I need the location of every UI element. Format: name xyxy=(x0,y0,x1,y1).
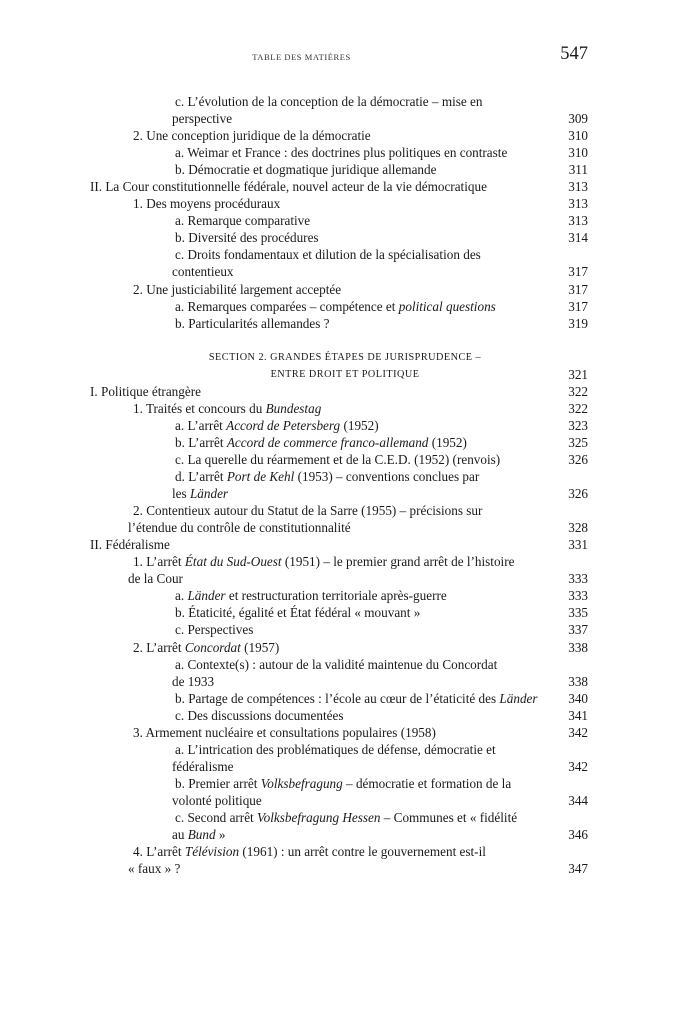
toc-entry-continuation: volonté politique xyxy=(172,792,262,808)
toc-entry[interactable] xyxy=(0,281,683,298)
toc-entry-title: c. Perspectives xyxy=(175,622,254,638)
toc-entry-continuation: contentieux xyxy=(172,264,234,280)
toc-entry-page-number: 317 xyxy=(568,298,588,314)
toc-entry[interactable] xyxy=(0,809,683,826)
toc-entry[interactable] xyxy=(0,298,683,315)
table-of-contents xyxy=(0,93,683,877)
toc-entry[interactable] xyxy=(0,553,683,570)
toc-entry-title: a. Remarque comparative xyxy=(175,213,311,229)
section-heading-text: SECTION 2. GRANDES ÉTAPES DE JURISPRUDENCE – xyxy=(208,351,482,363)
toc-entry-continuation: de la Cour xyxy=(128,571,183,587)
toc-entry-page-number: 322 xyxy=(568,383,588,399)
toc-entry-title: 2. L’arrêt Concordat (1957) xyxy=(133,639,280,655)
toc-entry-page-number: 326 xyxy=(568,486,588,502)
toc-entry-page-number: 317 xyxy=(568,281,588,297)
toc-entry-page-number: 311 xyxy=(568,162,588,178)
toc-entry-continuation: « faux » ? xyxy=(128,861,181,877)
toc-entry[interactable] xyxy=(0,127,683,144)
toc-entry-page-number: 317 xyxy=(568,264,588,280)
toc-entry[interactable] xyxy=(0,536,683,553)
toc-entry[interactable] xyxy=(0,229,683,246)
toc-entry-title: c. Second arrêt Volksbefragung Hessen – Communes et « fidélité xyxy=(175,809,518,825)
toc-entry[interactable] xyxy=(0,621,683,638)
toc-entry[interactable] xyxy=(0,468,683,485)
toc-entry-page-number: 313 xyxy=(568,179,588,195)
toc-entry-page-number: 322 xyxy=(568,400,588,416)
toc-entry[interactable] xyxy=(0,775,683,792)
toc-entry[interactable] xyxy=(0,161,683,178)
toc-entry-continuation: au Bund » xyxy=(172,827,226,843)
toc-entry-continuation: perspective xyxy=(172,111,233,127)
toc-entry[interactable] xyxy=(0,178,683,195)
section-heading-text: ENTRE DROIT ET POLITIQUE xyxy=(270,368,420,380)
toc-entry-title: 4. L’arrêt Télévision (1961) : un arrêt contre le gouvernement est-il xyxy=(133,844,486,860)
toc-entry[interactable] xyxy=(0,451,683,468)
toc-entry-page-number: 331 xyxy=(568,537,588,553)
running-head-title: TABLE DES MATIÈRES xyxy=(252,52,351,62)
toc-entry-page-number: 310 xyxy=(568,145,588,161)
toc-entry-page-number: 325 xyxy=(568,434,588,450)
toc-entry[interactable] xyxy=(0,690,683,707)
toc-entry-page-number: 341 xyxy=(568,707,588,723)
toc-entry-title: 2. Une justiciabilité largement acceptée xyxy=(133,281,342,297)
toc-entry-title: a. Contexte(s) : autour de la validité maintenue du Concordat xyxy=(175,656,498,672)
toc-entry-page-number: 326 xyxy=(568,451,588,467)
toc-entry[interactable] xyxy=(0,792,683,809)
toc-entry-title: a. L’intrication des problématiques de défense, démocratie et xyxy=(175,741,496,757)
toc-entry-page-number: 314 xyxy=(568,230,588,246)
toc-spacer xyxy=(0,332,683,349)
toc-entry-title: a. Remarques comparées – compétence et political questions xyxy=(175,298,496,314)
toc-entry[interactable] xyxy=(0,673,683,690)
toc-entry-title: I. Politique étrangère xyxy=(90,383,201,399)
toc-entry-page-number: 342 xyxy=(568,758,588,774)
toc-entry-title: 1. Des moyens procéduraux xyxy=(133,196,281,212)
toc-entry-title: 1. L’arrêt État du Sud-Ouest (1951) – le premier grand arrêt de l’histoire xyxy=(133,554,515,570)
toc-entry-title: b. Diversité des procédures xyxy=(175,230,319,246)
toc-entry[interactable] xyxy=(0,195,683,212)
toc-entry-page-number: 313 xyxy=(568,196,588,212)
toc-entry-page-number: 321 xyxy=(568,366,588,382)
toc-entry-page-number: 309 xyxy=(568,111,588,127)
toc-entry-title: 2. Une conception juridique de la démocratie xyxy=(133,128,371,144)
toc-entry[interactable] xyxy=(0,741,683,758)
toc-entry[interactable] xyxy=(0,826,683,843)
toc-entry[interactable] xyxy=(0,724,683,741)
toc-entry[interactable] xyxy=(0,93,683,110)
toc-entry-title: a. Weimar et France : des doctrines plus politiques en contraste xyxy=(175,145,508,161)
toc-entry[interactable] xyxy=(0,639,683,656)
toc-entry[interactable] xyxy=(0,246,683,263)
toc-entry-title: b. Étaticité, égalité et État fédéral « mouvant » xyxy=(175,605,421,621)
toc-entry[interactable] xyxy=(0,843,683,860)
toc-entry[interactable] xyxy=(0,502,683,519)
toc-entry[interactable] xyxy=(0,604,683,621)
toc-entry-continuation: les Länder xyxy=(172,486,229,502)
toc-entry[interactable] xyxy=(0,707,683,724)
toc-entry-continuation: fédéralisme xyxy=(172,758,234,774)
toc-entry-title: d. L’arrêt Port de Kehl (1953) – conventions conclues par xyxy=(175,469,480,485)
toc-entry[interactable] xyxy=(0,860,683,877)
toc-entry-page-number: 344 xyxy=(568,792,588,808)
section-heading-line xyxy=(0,366,683,383)
toc-entry-title: II. La Cour constitutionnelle fédérale, nouvel acteur de la vie démocratique xyxy=(90,179,487,195)
toc-entry-page-number: 340 xyxy=(568,690,588,706)
toc-entry[interactable] xyxy=(0,758,683,775)
toc-entry[interactable] xyxy=(0,519,683,536)
toc-entry[interactable] xyxy=(0,656,683,673)
running-head xyxy=(95,44,588,70)
toc-entry-page-number: 313 xyxy=(568,213,588,229)
toc-entry[interactable] xyxy=(0,110,683,127)
toc-entry[interactable] xyxy=(0,570,683,587)
toc-entry[interactable] xyxy=(0,263,683,280)
toc-entry-title: a. L’arrêt Accord de Petersberg (1952) xyxy=(175,417,379,433)
toc-entry-title: a. Länder et restructuration territoriale après-guerre xyxy=(175,588,447,604)
toc-entry[interactable] xyxy=(0,383,683,400)
toc-entry-title: 1. Traités et concours du Bundestag xyxy=(133,400,322,416)
section-heading-line xyxy=(0,349,683,366)
toc-entry[interactable] xyxy=(0,400,683,417)
toc-entry-page-number: 310 xyxy=(568,128,588,144)
toc-entry-page-number: 338 xyxy=(568,673,588,689)
toc-entry-page-number: 328 xyxy=(568,520,588,536)
toc-entry-page-number: 323 xyxy=(568,417,588,433)
toc-entry[interactable] xyxy=(0,144,683,161)
toc-entry-page-number: 337 xyxy=(568,622,588,638)
toc-entry-continuation: l’étendue du contrôle de constitutionnalité xyxy=(128,520,351,536)
toc-entry-title: c. Des discussions documentées xyxy=(175,707,344,723)
toc-entry-title: c. L’évolution de la conception de la démocratie – mise en xyxy=(175,94,483,109)
toc-entry-page-number: 333 xyxy=(568,588,588,604)
toc-entry-page-number: 346 xyxy=(568,827,588,843)
toc-entry-title: b. L’arrêt Accord de commerce franco-allemand (1952) xyxy=(175,434,467,450)
toc-entry[interactable] xyxy=(0,485,683,502)
toc-entry-title: 3. Armement nucléaire et consultations populaires (1958) xyxy=(133,724,436,740)
toc-entry-page-number: 335 xyxy=(568,605,588,621)
toc-entry-title: b. Partage de compétences : l’école au cœur de l’étaticité des Länder xyxy=(175,690,538,706)
toc-entry[interactable] xyxy=(0,417,683,434)
toc-entry-title: c. La querelle du réarmement et de la C.E.D. (1952) (renvois) xyxy=(175,451,501,467)
toc-entry-page-number: 347 xyxy=(568,861,588,877)
toc-entry-title: b. Premier arrêt Volksbefragung – démocratie et formation de la xyxy=(175,775,512,791)
toc-entry-title: b. Particularités allemandes ? xyxy=(175,315,330,331)
page-number: 547 xyxy=(560,44,588,64)
toc-entry-page-number: 342 xyxy=(568,724,588,740)
toc-entry[interactable] xyxy=(0,212,683,229)
toc-entry-continuation: de 1933 xyxy=(172,673,215,689)
toc-entry-page-number: 333 xyxy=(568,571,588,587)
toc-entry[interactable] xyxy=(0,315,683,332)
toc-entry-title: 2. Contentieux autour du Statut de la Sarre (1955) – précisions sur xyxy=(133,503,483,519)
toc-entry-page-number: 338 xyxy=(568,639,588,655)
toc-entry-title: c. Droits fondamentaux et dilution de la spécialisation des xyxy=(175,247,481,263)
toc-entry[interactable] xyxy=(0,587,683,604)
toc-entry-title: b. Démocratie et dogmatique juridique allemande xyxy=(175,162,437,178)
toc-entry[interactable] xyxy=(0,434,683,451)
toc-entry-page-number: 319 xyxy=(568,315,588,331)
toc-entry-title: II. Fédéralisme xyxy=(90,537,170,553)
